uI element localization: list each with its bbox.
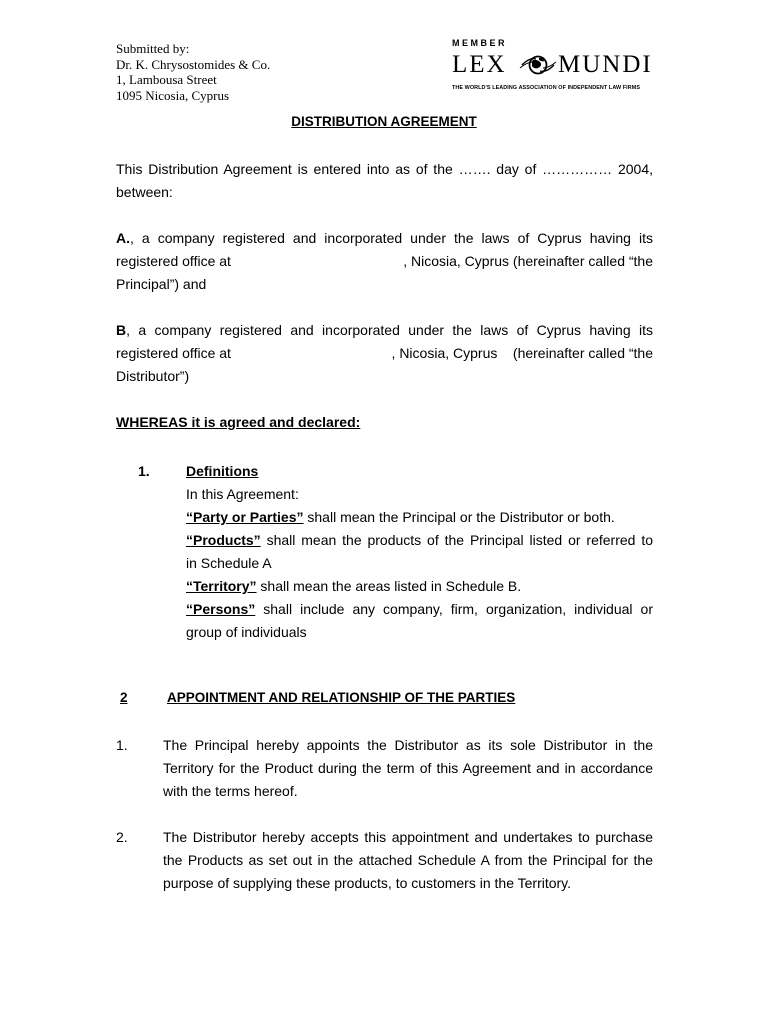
party-b-line-3: Distributor”) [116,368,190,384]
submitted-by-label: Submitted by: [116,41,190,56]
section-2-title: APPOINTMENT AND RELATIONSHIP OF THE PARTIES [167,690,516,705]
products-definition-cont: in Schedule A [186,555,272,571]
party-b-office-rest: , Nicosia, Cyprus (hereinafter called “the [391,345,653,361]
party-a-line-3: Principal”) and [116,276,207,292]
definitions-number: 1. [138,463,150,479]
section-2-number: 2 [120,690,128,705]
party-b-line-2 [116,342,653,365]
party-a-letter: A. [116,230,130,246]
logo-mundi-text: MUNDI [558,51,653,78]
whereas-heading: WHEREAS it is agreed and declared: [116,414,361,430]
party-b-paragraph [116,319,653,388]
party-a-office-label: registered office at [116,253,231,269]
intro-line: This Distribution Agreement is entered into as of the ……. day of …………… 2004, [116,161,653,177]
lex-mundi-logo [452,38,662,98]
section-2-item-1-number: 1. [116,737,128,753]
section-2-item-1 [163,734,653,803]
party-b-office-label: registered office at [116,345,231,361]
products-definition: shall mean the products of the Principal listed or referred to [260,532,653,548]
persons-definition-cont: group of individuals [186,624,307,640]
definition-territory [186,575,653,598]
section-2-item-2-number: 2. [116,829,128,845]
party-definition: shall mean the Principal or the Distributor or both. [303,509,615,525]
item-line: The Distributor hereby accepts this appointment and undertakes to purchase [163,829,653,845]
item-line: Territory for the Product during the term of this Agreement and in accordance [163,760,653,776]
territory-definition: shall mean the areas listed in Schedule B. [256,578,522,594]
street-address: 1, Lambousa Street [116,72,217,87]
party-a-line-1 [116,227,653,250]
party-b-text: , a company registered and incorporated under the laws of Cyprus having its [126,322,653,338]
item-line: the Products as set out in the attached Schedule A from the Principal for the [163,852,653,868]
firm-name: Dr. K. Chrysostomides & Co. [116,56,271,72]
logo-tagline: THE WORLD'S LEADING ASSOCIATION OF INDEPENDENT LAW FIRMS [452,85,641,91]
submitter-address [116,41,270,103]
definition-persons [186,598,653,621]
party-b-line-1 [116,319,653,342]
definition-products [186,529,653,552]
party-a-line-2 [116,250,653,273]
intro-line: between: [116,184,173,200]
party-a-text: , a company registered and incorporated under the laws of Cyprus having its [130,230,653,246]
definitions-heading: Definitions [186,463,259,479]
products-term: “Products” [186,532,261,548]
document-title: DISTRIBUTION AGREEMENT [291,114,477,129]
definitions-intro: In this Agreement: [186,486,299,502]
logo-member-text: MEMBER [452,38,507,48]
definition-party [186,506,653,529]
party-a-office-rest: , Nicosia, Cyprus (hereinafter called “the [403,253,653,269]
party-a-paragraph [116,227,653,296]
party-b-letter: B [116,322,127,338]
persons-definition: shall include any company, firm, organization, individual or [255,601,653,617]
globe-icon [518,49,558,81]
city-address: 1095 Nicosia, Cyprus [116,87,230,103]
definitions-block [186,460,653,644]
section-2-item-2 [163,826,653,895]
intro-paragraph [116,158,653,204]
item-line: The Principal hereby appoints the Distributor as its sole Distributor in the [163,737,653,753]
logo-lex-text: LEX [452,51,507,78]
territory-term: “Territory” [186,578,257,594]
persons-term: “Persons” [186,601,256,617]
item-line: with the terms hereof. [163,783,298,799]
item-line: purpose of supplying these products, to customers in the Territory. [163,875,572,891]
party-term: “Party or Parties” [186,509,304,525]
